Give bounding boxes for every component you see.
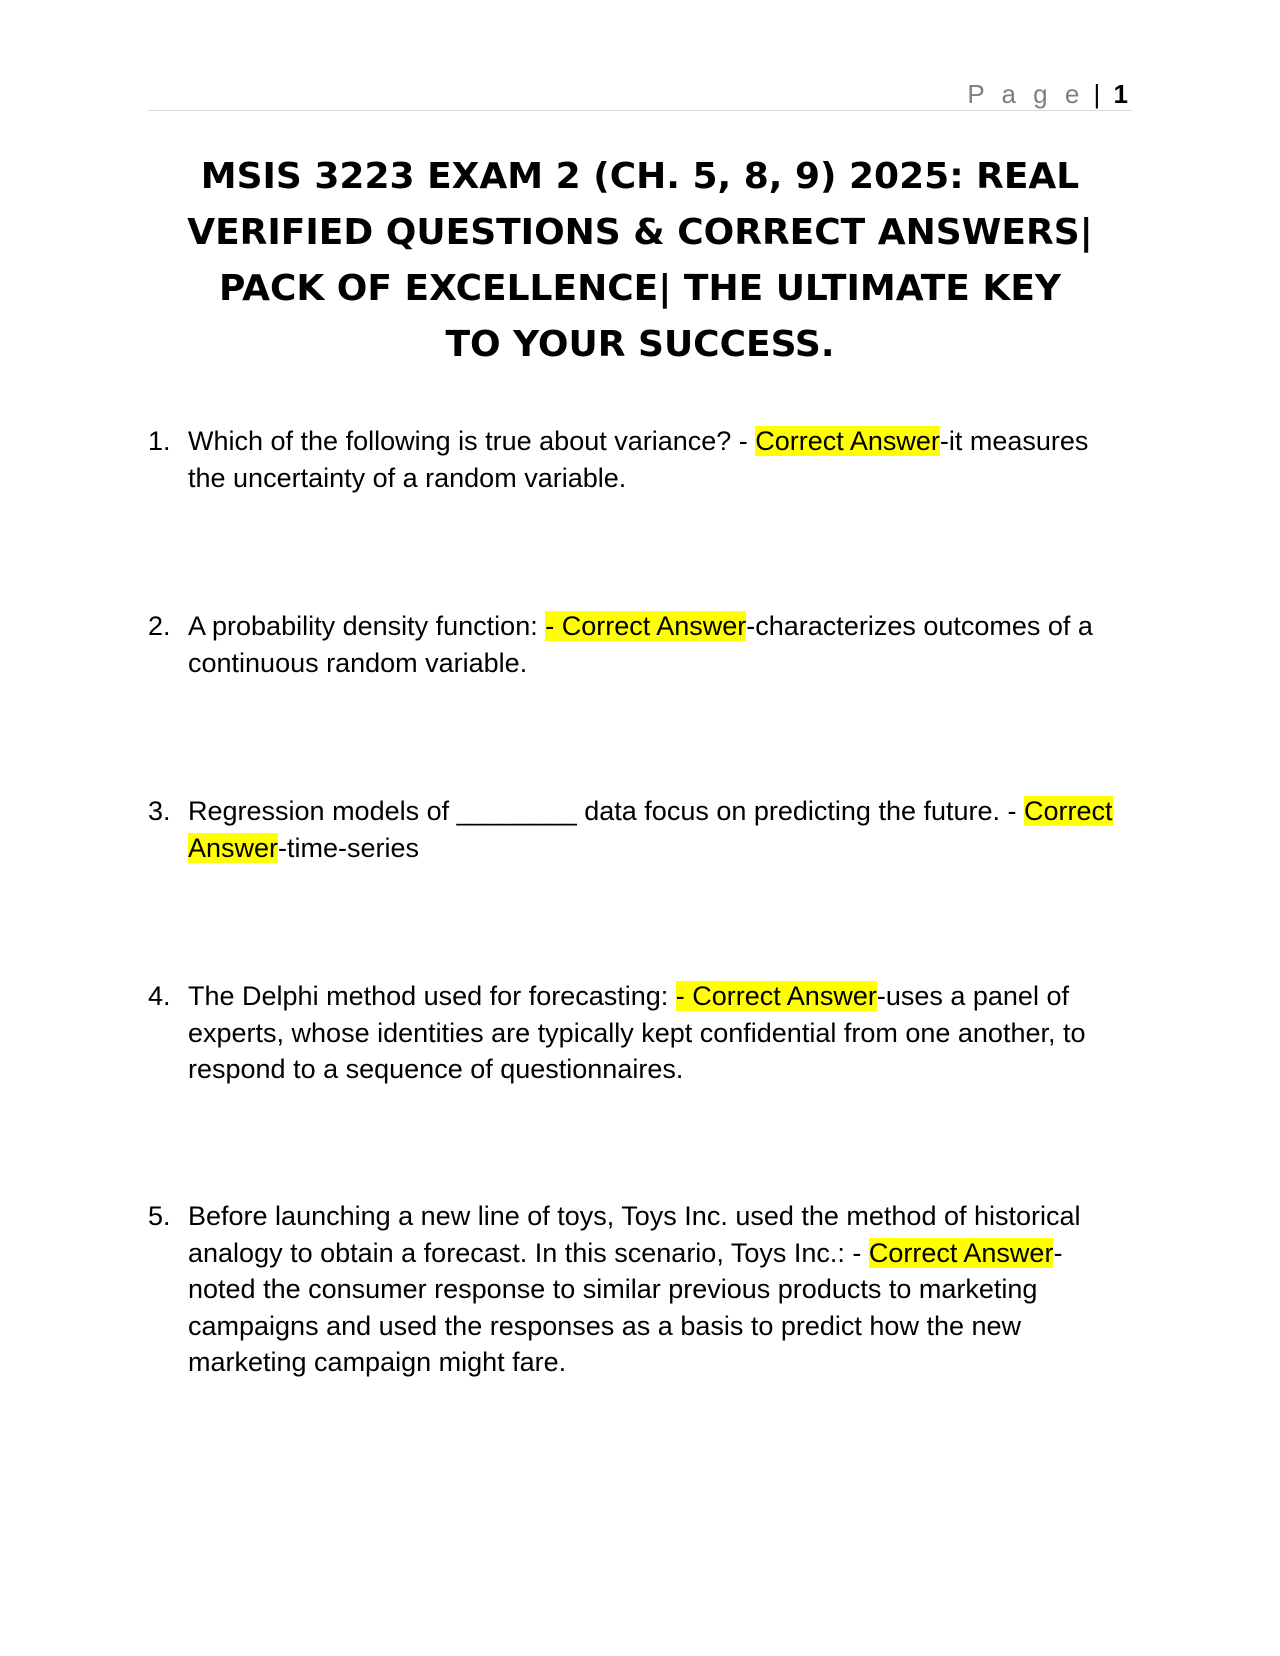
question-prompt: The Delphi method used for forecasting:: [188, 981, 676, 1011]
document-title: [148, 149, 1132, 373]
question-item: [148, 1198, 1118, 1381]
question-item: [148, 793, 1118, 866]
page-separator: |: [1093, 79, 1101, 109]
title-line: MSIS 3223 EXAM 2 (CH. 5, 8, 9) 2025: REAL: [200, 156, 1080, 197]
page-label: P a g e: [967, 79, 1085, 109]
title-line: VERIFIED QUESTIONS & CORRECT ANSWERS|: [187, 212, 1093, 253]
question-text: [188, 1198, 1118, 1381]
question-item: [148, 608, 1118, 681]
question-prompt: A probability density function:: [188, 611, 546, 641]
correct-answer-highlight: Correct Answer: [868, 1237, 1054, 1268]
answer-text: -noted the consumer response to similar previous products to marketing campaigns and used the responses as a basis to predict how the new marketing campaign might fare.: [188, 1237, 1063, 1377]
correct-answer-highlight: Correct Answer: [755, 426, 940, 456]
header-divider: [148, 110, 1132, 111]
question-item: [148, 978, 1118, 1088]
answer-text: -uses a panel of experts, whose identities are typically kept confidential from one another, to respond to a sequence of questionnaires.: [188, 981, 1086, 1084]
question-prompt: Before launching a new line of toys, Toys Inc. used the method of historical analogy to obtain a forecast. In this scenario, Toys Inc.: -: [188, 1201, 1081, 1268]
question-text: [188, 793, 1118, 866]
correct-answer-highlight: - Correct Answer: [675, 981, 877, 1011]
question-text: [188, 978, 1118, 1088]
answer-text: -it measures the uncertainty of a random variable.: [188, 426, 1089, 493]
question-item: [148, 423, 1118, 496]
question-prompt: Which of the following is true about variance? -: [188, 426, 756, 456]
title-line: TO YOUR SUCCESS.: [445, 324, 835, 365]
correct-answer-highlight: Correct Answer: [188, 796, 1113, 863]
title-line: PACK OF EXCELLENCE| THE ULTIMATE KEY: [219, 268, 1061, 309]
question-text: [188, 423, 1118, 496]
question-text: [188, 608, 1118, 681]
question-number: 4.: [148, 981, 171, 1011]
answer-text: -characterizes outcomes of a continuous random variable.: [188, 611, 1093, 678]
page-number: 1: [1113, 79, 1128, 109]
question-number: 2.: [148, 611, 171, 641]
question-number: 1.: [148, 426, 171, 456]
page-header: [148, 74, 1128, 114]
question-number: 3.: [148, 796, 171, 826]
correct-answer-highlight: - Correct Answer: [545, 611, 747, 641]
answer-text: -time-series: [278, 832, 420, 863]
question-number: 5.: [148, 1201, 171, 1231]
question-prompt: Regression models of ________ data focus on predicting the future. -: [188, 796, 1025, 826]
